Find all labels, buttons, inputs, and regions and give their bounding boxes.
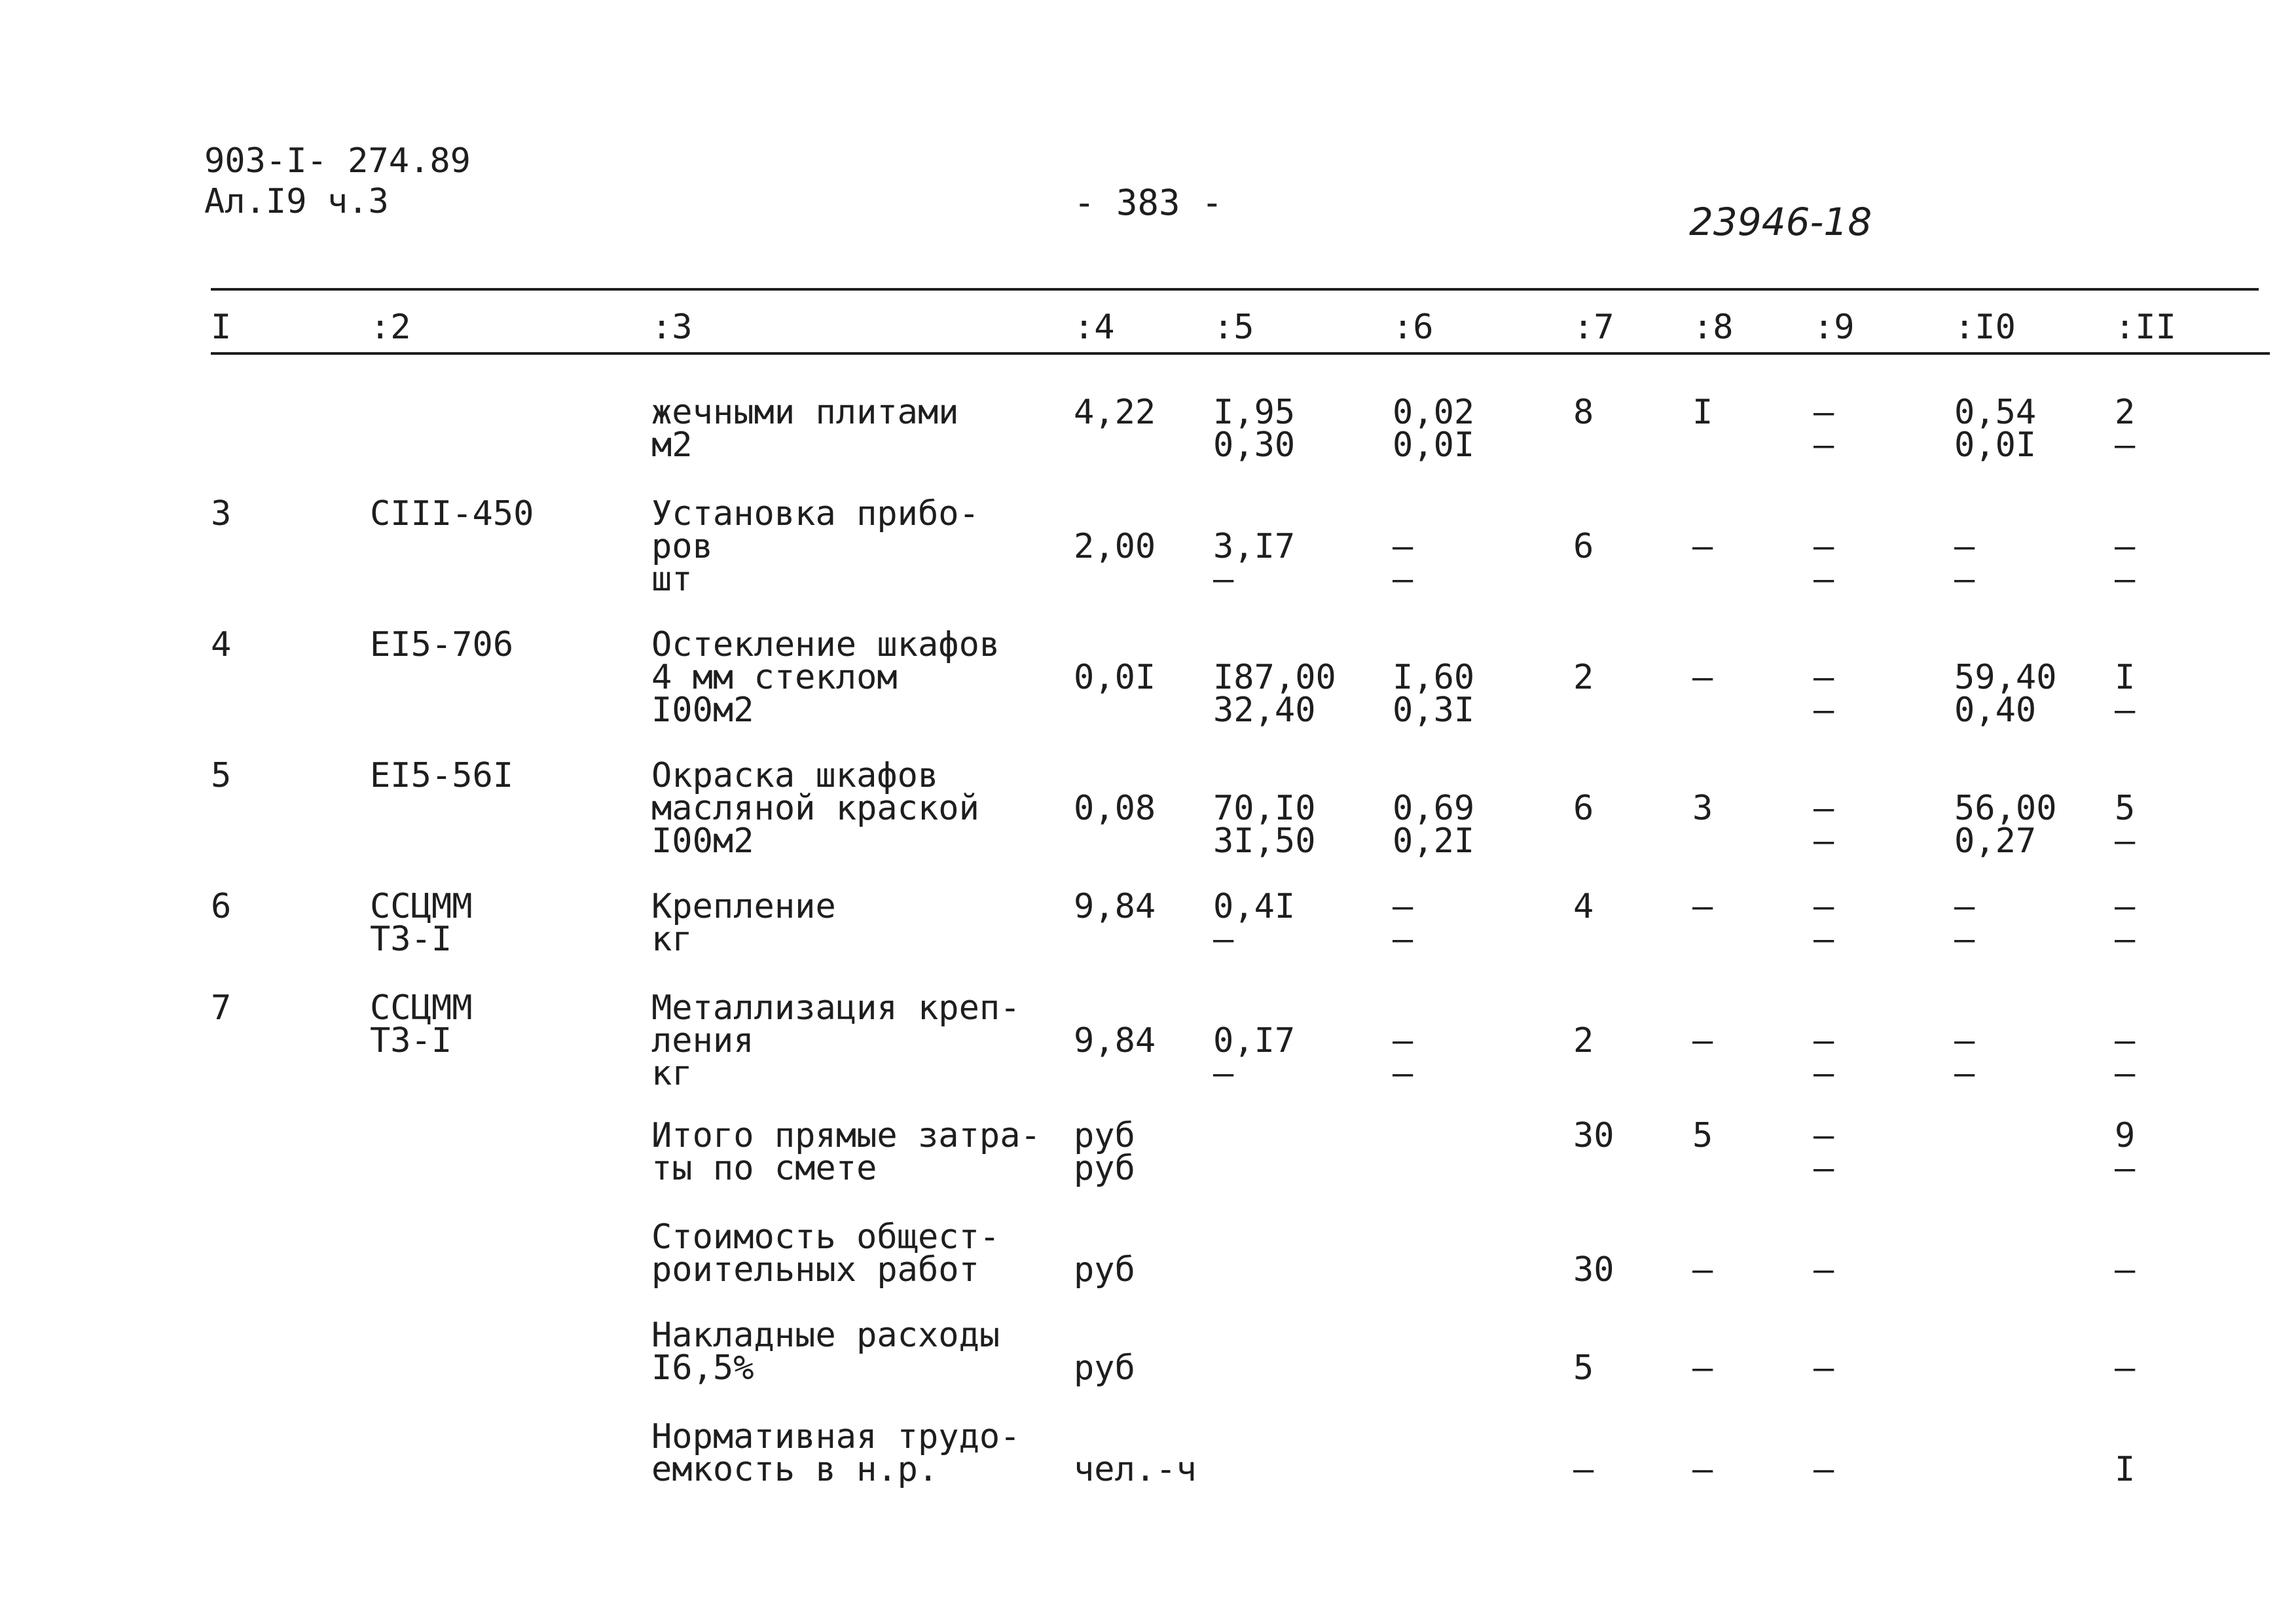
cell-col-5: 70,I0 3I,50 <box>1213 789 1316 861</box>
column-header-3: :3 <box>651 308 693 347</box>
cell-col-7: 2 <box>1573 658 1594 697</box>
cell-col-2: ССЦММ Т3-I <box>370 988 473 1060</box>
cell-col-4: чел.-ч <box>1074 1450 1197 1489</box>
cell-col-9: – <box>1813 1250 1834 1290</box>
cell-col-7: 6 <box>1573 789 1594 828</box>
cell-col-5: I,95 0,30 <box>1213 393 1296 465</box>
cell-col-9: – – <box>1813 658 1834 730</box>
cell-col-1: 4 <box>211 625 232 664</box>
column-header-9: :9 <box>1813 308 1855 347</box>
column-header-4: :4 <box>1074 308 1115 347</box>
cell-col-11: 2 – <box>2115 393 2136 465</box>
cell-col-6: – – <box>1393 527 1413 599</box>
cell-col-5: I87,00 32,40 <box>1213 658 1336 730</box>
column-header-8: :8 <box>1692 308 1734 347</box>
cell-col-8: I <box>1692 393 1713 432</box>
doc-code-line1: 903-I- 274.89 <box>204 141 471 181</box>
cell-col-10: 59,40 0,40 <box>1954 658 2057 730</box>
cell-col-1: 7 <box>211 988 232 1028</box>
cell-col-7: 30 <box>1573 1250 1614 1290</box>
cell-col-3: Стоимость общест- роительных работ <box>651 1218 1000 1290</box>
cell-col-11: – – <box>2115 1021 2136 1093</box>
cell-col-11: – <box>2115 1250 2136 1290</box>
cell-col-6: I,60 0,3I <box>1393 658 1475 730</box>
cell-col-9: – – <box>1813 1116 1834 1188</box>
page-number: - 383 - <box>1074 182 1223 223</box>
cell-col-4: руб <box>1074 1250 1135 1290</box>
cell-col-7: – <box>1573 1450 1594 1489</box>
column-header-11: :II <box>2115 308 2176 347</box>
cell-col-9: – – <box>1813 789 1834 861</box>
column-header-6: :6 <box>1393 308 1434 347</box>
cell-col-4: 4,22 <box>1074 393 1156 432</box>
cell-col-3: Накладные расходы I6,5% <box>651 1316 1000 1388</box>
cell-col-11: I – <box>2115 658 2136 730</box>
cell-col-1: 6 <box>211 887 232 926</box>
cell-col-7: 8 <box>1573 393 1594 432</box>
cell-col-10: – – <box>1954 887 1975 959</box>
cell-col-3: Остекление шкафов 4 мм стеклом I00м2 <box>651 625 1000 730</box>
column-header-5: :5 <box>1213 308 1254 347</box>
cell-col-7: 2 <box>1573 1021 1594 1060</box>
column-header-7: :7 <box>1573 308 1614 347</box>
cell-col-4: 0,0I <box>1074 658 1156 697</box>
cell-col-10: – – <box>1954 527 1975 599</box>
cell-col-8: – <box>1692 658 1713 697</box>
cell-col-4: 0,08 <box>1074 789 1156 828</box>
cell-col-5: 3,I7 – <box>1213 527 1296 599</box>
cell-col-11: I <box>2115 1450 2136 1489</box>
cell-col-9: – <box>1813 1348 1834 1388</box>
cell-col-10: 0,54 0,0I <box>1954 393 2037 465</box>
cell-col-9: – – <box>1813 527 1834 599</box>
cell-col-9: – – <box>1813 1021 1834 1093</box>
cell-col-8: – <box>1692 1348 1713 1388</box>
cell-col-4: руб <box>1074 1348 1135 1388</box>
cell-col-3: Окраска шкафов масляной краской I00м2 <box>651 756 979 861</box>
cell-col-10: – – <box>1954 1021 1975 1093</box>
cell-col-7: 4 <box>1573 887 1594 926</box>
cell-col-5: 0,4I – <box>1213 887 1296 959</box>
cell-col-3: Установка прибо- ров шт <box>651 494 979 599</box>
cell-col-9: – <box>1813 1450 1834 1489</box>
column-header-1: I <box>211 308 232 347</box>
cell-col-8: – <box>1692 527 1713 566</box>
cell-col-11: 5 – <box>2115 789 2136 861</box>
cell-col-3: Крепление кг <box>651 887 836 959</box>
cell-col-8: 5 <box>1692 1116 1713 1155</box>
cell-col-2: EI5-706 <box>370 625 514 664</box>
table-top-rule <box>211 288 2259 291</box>
doc-code-line2: Ал.I9 ч.3 <box>204 182 389 221</box>
cell-col-2: CIII-450 <box>370 494 534 533</box>
table-header-rule <box>211 352 2270 355</box>
cell-col-7: 5 <box>1573 1348 1594 1388</box>
cell-col-3: жечными плитами м2 <box>651 393 959 465</box>
cell-col-3: Нормативная трудо- емкость в н.р. <box>651 1417 1021 1489</box>
cell-col-3: Металлизация креп- ления кг <box>651 988 1021 1093</box>
cell-col-1: 5 <box>211 756 232 795</box>
cell-col-2: ССЦММ Т3-I <box>370 887 473 959</box>
cell-col-9: – – <box>1813 393 1834 465</box>
cell-col-3: Итого прямые затра- ты по смете <box>651 1116 1041 1188</box>
cell-col-7: 6 <box>1573 527 1594 566</box>
cell-col-11: 9 – <box>2115 1116 2136 1188</box>
column-header-10: :I0 <box>1954 308 2016 347</box>
cell-col-6: 0,02 0,0I <box>1393 393 1475 465</box>
cell-col-9: – – <box>1813 887 1834 959</box>
cell-col-11: – <box>2115 1348 2136 1388</box>
cell-col-8: 3 <box>1692 789 1713 828</box>
cell-col-11: – – <box>2115 887 2136 959</box>
column-header-2: :2 <box>370 308 411 347</box>
cell-col-6: 0,69 0,2I <box>1393 789 1475 861</box>
cell-col-4: руб руб <box>1074 1116 1135 1188</box>
cell-col-6: – – <box>1393 1021 1413 1093</box>
doc-code <box>204 141 471 222</box>
cell-col-8: – <box>1692 1021 1713 1060</box>
cell-col-2: EI5-56I <box>370 756 514 795</box>
cell-col-1: 3 <box>211 494 232 533</box>
cell-col-4: 9,84 <box>1074 1021 1156 1060</box>
cell-col-5: 0,I7 – <box>1213 1021 1296 1093</box>
cell-col-10: 56,00 0,27 <box>1954 789 2057 861</box>
cell-col-8: – <box>1692 1250 1713 1290</box>
cell-col-11: – – <box>2115 527 2136 599</box>
doc-number: 23946-18 <box>1689 200 1872 244</box>
cell-col-8: – <box>1692 887 1713 926</box>
cell-col-6: – – <box>1393 887 1413 959</box>
cell-col-4: 9,84 <box>1074 887 1156 926</box>
cell-col-7: 30 <box>1573 1116 1614 1155</box>
cell-col-8: – <box>1692 1450 1713 1489</box>
cell-col-4: 2,00 <box>1074 527 1156 566</box>
